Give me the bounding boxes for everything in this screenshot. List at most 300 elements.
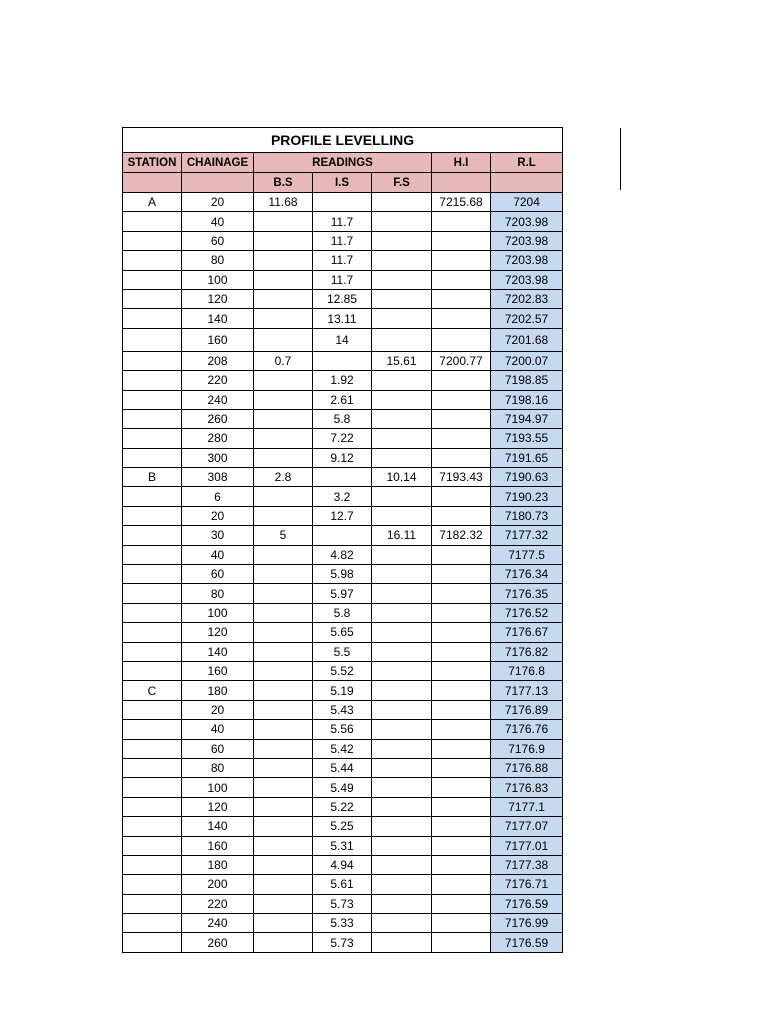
hi-cell[interactable] (432, 371, 491, 390)
is-cell[interactable]: 5.19 (313, 681, 372, 700)
header-station[interactable]: STATION (123, 153, 182, 173)
chainage-cell[interactable]: 160 (182, 328, 254, 351)
header-rl[interactable]: R.L (491, 153, 563, 173)
station-cell[interactable] (123, 739, 182, 758)
rl-cell[interactable]: 7203.98 (491, 251, 563, 270)
fs-cell[interactable] (372, 565, 432, 584)
is-cell[interactable]: 1.92 (313, 371, 372, 390)
rl-cell[interactable]: 7176.99 (491, 914, 563, 933)
chainage-cell[interactable]: 280 (182, 429, 254, 448)
station-cell[interactable] (123, 487, 182, 506)
rl-cell[interactable]: 7203.98 (491, 212, 563, 231)
table-row (123, 836, 563, 855)
chainage-cell[interactable]: 180 (182, 855, 254, 874)
bs-cell[interactable] (254, 933, 313, 952)
bs-cell[interactable] (254, 371, 313, 390)
bs-cell[interactable] (254, 584, 313, 603)
station-cell[interactable]: C (123, 681, 182, 700)
chainage-cell[interactable]: 240 (182, 390, 254, 409)
rl-cell[interactable]: 7176.34 (491, 565, 563, 584)
subheader-empty[interactable] (123, 173, 182, 193)
is-cell[interactable]: 2.61 (313, 390, 372, 409)
chainage-cell[interactable]: 60 (182, 231, 254, 250)
fs-cell[interactable] (372, 836, 432, 855)
hi-cell[interactable]: 7182.32 (432, 526, 491, 545)
station-cell[interactable] (123, 584, 182, 603)
hi-cell[interactable] (432, 875, 491, 894)
rl-cell[interactable]: 7202.83 (491, 289, 563, 308)
rl-cell[interactable]: 7177.13 (491, 681, 563, 700)
is-cell[interactable]: 5.49 (313, 778, 372, 797)
rl-cell[interactable]: 7176.88 (491, 758, 563, 777)
bs-cell[interactable]: 2.8 (254, 468, 313, 487)
fs-cell[interactable] (372, 817, 432, 836)
is-cell[interactable]: 11.7 (313, 270, 372, 289)
chainage-cell[interactable]: 200 (182, 875, 254, 894)
rl-cell[interactable]: 7176.76 (491, 720, 563, 739)
station-cell[interactable] (123, 661, 182, 680)
chainage-cell[interactable]: 208 (182, 351, 254, 370)
chainage-cell[interactable]: 80 (182, 758, 254, 777)
bs-cell[interactable] (254, 720, 313, 739)
station-cell[interactable] (123, 289, 182, 308)
fs-cell[interactable] (372, 642, 432, 661)
is-cell[interactable]: 5.52 (313, 661, 372, 680)
station-cell[interactable] (123, 623, 182, 642)
rl-cell[interactable]: 7176.35 (491, 584, 563, 603)
hi-cell[interactable] (432, 251, 491, 270)
fs-cell[interactable] (372, 506, 432, 525)
bs-cell[interactable] (254, 289, 313, 308)
is-cell[interactable]: 5.5 (313, 642, 372, 661)
chainage-cell[interactable]: 220 (182, 371, 254, 390)
is-cell[interactable]: 5.42 (313, 739, 372, 758)
chainage-cell[interactable]: 60 (182, 565, 254, 584)
station-cell[interactable] (123, 328, 182, 351)
bs-cell[interactable] (254, 836, 313, 855)
chainage-cell[interactable]: 180 (182, 681, 254, 700)
hi-cell[interactable] (432, 758, 491, 777)
fs-cell[interactable] (372, 681, 432, 700)
bs-cell[interactable] (254, 661, 313, 680)
hi-cell[interactable] (432, 739, 491, 758)
rl-cell[interactable]: 7177.1 (491, 797, 563, 816)
table-row (123, 448, 563, 467)
rl-cell[interactable]: 7201.68 (491, 328, 563, 351)
station-cell[interactable] (123, 817, 182, 836)
fs-cell[interactable] (372, 328, 432, 351)
station-cell[interactable] (123, 565, 182, 584)
fs-cell[interactable] (372, 487, 432, 506)
is-cell[interactable]: 5.8 (313, 603, 372, 622)
station-cell[interactable] (123, 914, 182, 933)
chainage-cell[interactable]: 20 (182, 700, 254, 719)
table-title[interactable]: PROFILE LEVELLING (123, 128, 563, 153)
text-cursor-line (620, 128, 621, 190)
table-row (123, 739, 563, 758)
hi-cell[interactable] (432, 778, 491, 797)
fs-cell[interactable] (372, 855, 432, 874)
fs-cell[interactable] (372, 700, 432, 719)
bs-cell[interactable] (254, 506, 313, 525)
bs-cell[interactable] (254, 390, 313, 409)
chainage-cell[interactable]: 260 (182, 933, 254, 952)
table-row (123, 603, 563, 622)
hi-cell[interactable] (432, 545, 491, 564)
station-cell[interactable] (123, 506, 182, 525)
station-cell[interactable] (123, 836, 182, 855)
station-cell[interactable] (123, 309, 182, 328)
bs-cell[interactable] (254, 565, 313, 584)
station-cell[interactable] (123, 231, 182, 250)
bs-cell[interactable] (254, 855, 313, 874)
bs-cell[interactable] (254, 778, 313, 797)
chainage-cell[interactable]: 160 (182, 836, 254, 855)
is-cell[interactable]: 5.31 (313, 836, 372, 855)
hi-cell[interactable] (432, 429, 491, 448)
bs-cell[interactable] (254, 212, 313, 231)
station-cell[interactable] (123, 778, 182, 797)
table-row (123, 289, 563, 308)
hi-cell[interactable] (432, 642, 491, 661)
bs-cell[interactable] (254, 231, 313, 250)
bs-cell[interactable] (254, 914, 313, 933)
hi-cell[interactable] (432, 836, 491, 855)
chainage-cell[interactable]: 40 (182, 545, 254, 564)
rl-cell[interactable]: 7176.9 (491, 739, 563, 758)
subheader-empty[interactable] (432, 173, 491, 193)
is-cell[interactable]: 11.7 (313, 212, 372, 231)
is-cell[interactable]: 5.33 (313, 914, 372, 933)
is-cell[interactable]: 4.94 (313, 855, 372, 874)
station-cell[interactable] (123, 429, 182, 448)
rl-cell[interactable]: 7193.55 (491, 429, 563, 448)
hi-cell[interactable] (432, 700, 491, 719)
fs-cell[interactable] (372, 193, 432, 212)
rl-cell[interactable]: 7203.98 (491, 231, 563, 250)
station-cell[interactable] (123, 603, 182, 622)
fs-cell[interactable] (372, 720, 432, 739)
is-cell[interactable]: 5.8 (313, 409, 372, 428)
chainage-cell[interactable]: 140 (182, 309, 254, 328)
fs-cell[interactable]: 16.11 (372, 526, 432, 545)
chainage-cell[interactable]: 308 (182, 468, 254, 487)
chainage-cell[interactable]: 30 (182, 526, 254, 545)
is-cell[interactable]: 13.11 (313, 309, 372, 328)
rl-cell[interactable]: 7200.07 (491, 351, 563, 370)
chainage-cell[interactable]: 240 (182, 914, 254, 933)
is-cell[interactable]: 9.12 (313, 448, 372, 467)
fs-cell[interactable] (372, 429, 432, 448)
chainage-cell[interactable]: 20 (182, 506, 254, 525)
fs-cell[interactable] (372, 545, 432, 564)
is-cell[interactable]: 11.7 (313, 251, 372, 270)
subheader-row (123, 173, 563, 193)
fs-cell[interactable] (372, 661, 432, 680)
chainage-cell[interactable]: 140 (182, 817, 254, 836)
is-cell[interactable]: 5.97 (313, 584, 372, 603)
fs-cell[interactable] (372, 894, 432, 913)
bs-cell[interactable] (254, 700, 313, 719)
header-bs[interactable]: B.S (254, 173, 313, 193)
bs-cell[interactable] (254, 448, 313, 467)
rl-cell[interactable]: 7176.89 (491, 700, 563, 719)
is-cell[interactable]: 5.73 (313, 894, 372, 913)
chainage-cell[interactable]: 120 (182, 797, 254, 816)
bs-cell[interactable] (254, 429, 313, 448)
rl-cell[interactable]: 7177.38 (491, 855, 563, 874)
station-cell[interactable] (123, 720, 182, 739)
rl-cell[interactable]: 7190.63 (491, 468, 563, 487)
is-cell[interactable]: 5.22 (313, 797, 372, 816)
is-cell[interactable] (313, 468, 372, 487)
station-cell[interactable]: B (123, 468, 182, 487)
fs-cell[interactable] (372, 797, 432, 816)
hi-cell[interactable]: 7193.43 (432, 468, 491, 487)
is-cell[interactable]: 5.56 (313, 720, 372, 739)
rl-cell[interactable]: 7176.8 (491, 661, 563, 680)
rl-cell[interactable]: 7177.5 (491, 545, 563, 564)
is-cell[interactable]: 14 (313, 328, 372, 351)
hi-cell[interactable] (432, 720, 491, 739)
chainage-cell[interactable]: 120 (182, 623, 254, 642)
chainage-cell[interactable]: 60 (182, 739, 254, 758)
fs-cell[interactable] (372, 309, 432, 328)
table-row (123, 231, 563, 250)
chainage-cell[interactable]: 100 (182, 270, 254, 289)
bs-cell[interactable]: 0.7 (254, 351, 313, 370)
station-cell[interactable] (123, 855, 182, 874)
hi-cell[interactable] (432, 681, 491, 700)
chainage-cell[interactable]: 40 (182, 720, 254, 739)
table-row (123, 390, 563, 409)
hi-cell[interactable] (432, 565, 491, 584)
chainage-cell[interactable]: 260 (182, 409, 254, 428)
hi-cell[interactable] (432, 309, 491, 328)
header-is[interactable]: I.S (313, 173, 372, 193)
is-cell[interactable]: 11.7 (313, 231, 372, 250)
hi-cell[interactable] (432, 584, 491, 603)
chainage-cell[interactable]: 100 (182, 603, 254, 622)
is-cell[interactable]: 7.22 (313, 429, 372, 448)
fs-cell[interactable] (372, 739, 432, 758)
station-cell[interactable] (123, 409, 182, 428)
station-cell[interactable] (123, 251, 182, 270)
bs-cell[interactable] (254, 545, 313, 564)
subheader-empty[interactable] (491, 173, 563, 193)
is-cell[interactable]: 5.44 (313, 758, 372, 777)
hi-cell[interactable] (432, 390, 491, 409)
header-readings[interactable]: READINGS (254, 153, 432, 173)
chainage-cell[interactable]: 6 (182, 487, 254, 506)
chainage-cell[interactable]: 300 (182, 448, 254, 467)
chainage-cell[interactable]: 140 (182, 642, 254, 661)
is-cell[interactable]: 5.98 (313, 565, 372, 584)
hi-cell[interactable] (432, 797, 491, 816)
rl-cell[interactable]: 7176.71 (491, 875, 563, 894)
bs-cell[interactable] (254, 894, 313, 913)
fs-cell[interactable] (372, 371, 432, 390)
is-cell[interactable] (313, 193, 372, 212)
fs-cell[interactable] (372, 390, 432, 409)
bs-cell[interactable] (254, 797, 313, 816)
chainage-cell[interactable]: 100 (182, 778, 254, 797)
fs-cell[interactable] (372, 251, 432, 270)
fs-cell[interactable]: 10.14 (372, 468, 432, 487)
rl-cell[interactable]: 7198.16 (491, 390, 563, 409)
hi-cell[interactable] (432, 623, 491, 642)
station-cell[interactable] (123, 212, 182, 231)
fs-cell[interactable] (372, 212, 432, 231)
rl-cell[interactable]: 7202.57 (491, 309, 563, 328)
fs-cell[interactable] (372, 875, 432, 894)
is-cell[interactable]: 5.65 (313, 623, 372, 642)
station-cell[interactable] (123, 758, 182, 777)
chainage-cell[interactable]: 120 (182, 289, 254, 308)
hi-cell[interactable] (432, 270, 491, 289)
rl-cell[interactable]: 7177.01 (491, 836, 563, 855)
fs-cell[interactable] (372, 603, 432, 622)
bs-cell[interactable] (254, 681, 313, 700)
rl-cell[interactable]: 7176.82 (491, 642, 563, 661)
is-cell[interactable]: 4.82 (313, 545, 372, 564)
chainage-cell[interactable]: 20 (182, 193, 254, 212)
bs-cell[interactable] (254, 251, 313, 270)
rl-cell[interactable]: 7176.59 (491, 894, 563, 913)
header-hi[interactable]: H.I (432, 153, 491, 173)
rl-cell[interactable]: 7194.97 (491, 409, 563, 428)
hi-cell[interactable] (432, 506, 491, 525)
station-cell[interactable] (123, 448, 182, 467)
bs-cell[interactable] (254, 623, 313, 642)
chainage-cell[interactable]: 220 (182, 894, 254, 913)
fs-cell[interactable] (372, 448, 432, 467)
hi-cell[interactable] (432, 894, 491, 913)
station-cell[interactable] (123, 642, 182, 661)
is-cell[interactable]: 5.73 (313, 933, 372, 952)
fs-cell[interactable] (372, 270, 432, 289)
hi-cell[interactable]: 7215.68 (432, 193, 491, 212)
rl-cell[interactable]: 7176.52 (491, 603, 563, 622)
chainage-cell[interactable]: 80 (182, 251, 254, 270)
bs-cell[interactable] (254, 270, 313, 289)
hi-cell[interactable] (432, 487, 491, 506)
bs-cell[interactable] (254, 603, 313, 622)
rl-cell[interactable]: 7176.83 (491, 778, 563, 797)
station-cell[interactable] (123, 371, 182, 390)
station-cell[interactable] (123, 351, 182, 370)
hi-cell[interactable] (432, 328, 491, 351)
hi-cell[interactable] (432, 212, 491, 231)
is-cell[interactable] (313, 526, 372, 545)
is-cell[interactable]: 5.25 (313, 817, 372, 836)
is-cell[interactable]: 12.85 (313, 289, 372, 308)
table-row (123, 409, 563, 428)
station-cell[interactable] (123, 545, 182, 564)
fs-cell[interactable] (372, 584, 432, 603)
hi-cell[interactable] (432, 231, 491, 250)
hi-cell[interactable] (432, 914, 491, 933)
station-cell[interactable] (123, 875, 182, 894)
rl-cell[interactable]: 7198.85 (491, 371, 563, 390)
table-row (123, 681, 563, 700)
fs-cell[interactable]: 15.61 (372, 351, 432, 370)
is-cell[interactable]: 12.7 (313, 506, 372, 525)
bs-cell[interactable]: 11.68 (254, 193, 313, 212)
bs-cell[interactable] (254, 309, 313, 328)
rl-cell[interactable]: 7191.65 (491, 448, 563, 467)
chainage-cell[interactable]: 80 (182, 584, 254, 603)
station-cell[interactable] (123, 894, 182, 913)
fs-cell[interactable] (372, 289, 432, 308)
station-cell[interactable] (123, 270, 182, 289)
chainage-cell[interactable]: 160 (182, 661, 254, 680)
rl-cell[interactable]: 7203.98 (491, 270, 563, 289)
fs-cell[interactable] (372, 778, 432, 797)
station-cell[interactable] (123, 700, 182, 719)
bs-cell[interactable] (254, 817, 313, 836)
bs-cell[interactable] (254, 758, 313, 777)
station-cell[interactable] (123, 933, 182, 952)
bs-cell[interactable] (254, 739, 313, 758)
is-cell[interactable]: 3.2 (313, 487, 372, 506)
hi-cell[interactable]: 7200.77 (432, 351, 491, 370)
station-cell[interactable] (123, 390, 182, 409)
bs-cell[interactable]: 5 (254, 526, 313, 545)
hi-cell[interactable] (432, 409, 491, 428)
station-cell[interactable]: A (123, 193, 182, 212)
station-cell[interactable] (123, 526, 182, 545)
rl-cell[interactable]: 7176.59 (491, 933, 563, 952)
bs-cell[interactable] (254, 328, 313, 351)
is-cell[interactable]: 5.43 (313, 700, 372, 719)
subheader-empty[interactable] (182, 173, 254, 193)
hi-cell[interactable] (432, 933, 491, 952)
fs-cell[interactable] (372, 231, 432, 250)
table-row (123, 251, 563, 270)
rl-cell[interactable]: 7177.32 (491, 526, 563, 545)
hi-cell[interactable] (432, 289, 491, 308)
rl-cell[interactable]: 7177.07 (491, 817, 563, 836)
station-cell[interactable] (123, 797, 182, 816)
table-row (123, 875, 563, 894)
bs-cell[interactable] (254, 409, 313, 428)
rl-cell[interactable]: 7180.73 (491, 506, 563, 525)
bs-cell[interactable] (254, 875, 313, 894)
hi-cell[interactable] (432, 855, 491, 874)
hi-cell[interactable] (432, 448, 491, 467)
hi-cell[interactable] (432, 817, 491, 836)
fs-cell[interactable] (372, 623, 432, 642)
hi-cell[interactable] (432, 603, 491, 622)
is-cell[interactable] (313, 351, 372, 370)
is-cell[interactable]: 5.61 (313, 875, 372, 894)
rl-cell[interactable]: 7204 (491, 193, 563, 212)
hi-cell[interactable] (432, 661, 491, 680)
fs-cell[interactable] (372, 409, 432, 428)
fs-cell[interactable] (372, 758, 432, 777)
fs-cell[interactable] (372, 914, 432, 933)
header-chainage[interactable]: CHAINAGE (182, 153, 254, 173)
table-row (123, 212, 563, 231)
header-fs[interactable]: F.S (372, 173, 432, 193)
bs-cell[interactable] (254, 642, 313, 661)
rl-cell[interactable]: 7176.67 (491, 623, 563, 642)
fs-cell[interactable] (372, 933, 432, 952)
chainage-cell[interactable]: 40 (182, 212, 254, 231)
bs-cell[interactable] (254, 487, 313, 506)
rl-cell[interactable]: 7190.23 (491, 487, 563, 506)
